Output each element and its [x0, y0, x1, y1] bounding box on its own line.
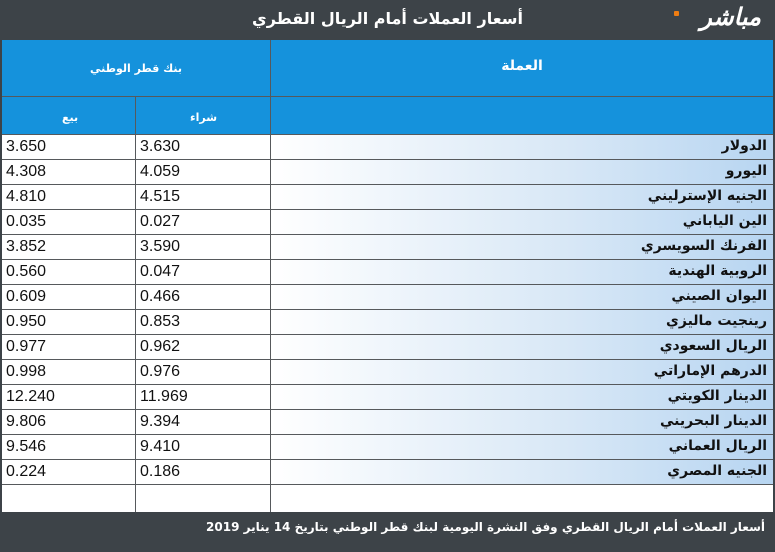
buy-price: 0.962: [140, 338, 181, 355]
currency-cell: [271, 160, 773, 184]
footer-note: أسعار العملات أمام الريال القطري وفق النشرة اليومية لبنك قطر الوطني بتاريخ 14 يناير 2019: [206, 520, 765, 534]
currency-table: [2, 40, 773, 512]
currency-name: الدينار البحريني: [659, 413, 767, 429]
currency-cell: [271, 360, 773, 384]
sell-cell: [2, 435, 135, 459]
buy-cell: [136, 360, 270, 384]
sell-cell: [2, 260, 135, 284]
buy-price: 0.976: [140, 363, 181, 380]
sell-cell: [2, 210, 135, 234]
buy-cell: [136, 160, 270, 184]
sell-price: 0.560: [6, 263, 47, 280]
sell-price: 4.810: [6, 188, 47, 205]
sell-cell: [2, 360, 135, 384]
table-row: [2, 335, 773, 359]
buy-price: 4.515: [140, 188, 181, 205]
buy-price: 3.590: [140, 238, 181, 255]
sell-cell: [2, 460, 135, 484]
buy-price: 0.027: [140, 213, 181, 230]
buy-cell: [136, 235, 270, 259]
currency-name: اليوان الصيني: [671, 288, 767, 304]
sell-cell: [2, 385, 135, 409]
sell-price: 4.308: [6, 163, 47, 180]
currency-name: الدينار الكويتي: [667, 388, 767, 404]
bank-subdivider: [2, 96, 270, 97]
table-row: [2, 235, 773, 259]
sell-price: 0.998: [6, 363, 47, 380]
buy-cell: [136, 435, 270, 459]
buy-price: 0.186: [140, 463, 181, 480]
currency-cell: [271, 385, 773, 409]
table-row: [2, 160, 773, 184]
buy-price: 11.969: [140, 388, 188, 405]
currency-name: الريال السعودي: [659, 338, 767, 354]
table-row: [2, 435, 773, 459]
sell-price: 3.650: [6, 138, 47, 155]
logo-accent-icon: [674, 11, 679, 16]
header-bottom-divider: [2, 134, 773, 135]
sell-price: 0.950: [6, 313, 47, 330]
sell-price: 12.240: [6, 388, 55, 405]
title-bar: [0, 0, 775, 40]
sell-price: 9.546: [6, 438, 47, 455]
sell-price: 0.609: [6, 288, 47, 305]
table-row: [2, 210, 773, 234]
sell-header: بيع: [62, 111, 79, 124]
sell-price: 3.852: [6, 238, 47, 255]
buy-cell: [136, 335, 270, 359]
buy-price: 0.466: [140, 288, 181, 305]
column-divider-buy-sell: [135, 97, 136, 512]
sell-price: 0.035: [6, 213, 47, 230]
table-row: [2, 260, 773, 284]
sell-cell: [2, 410, 135, 434]
table-row: [2, 385, 773, 409]
currency-name: الدولار: [721, 138, 767, 154]
footer-bar: [0, 512, 775, 552]
buy-price: 4.059: [140, 163, 181, 180]
buy-cell: [136, 135, 270, 159]
table-row: [2, 310, 773, 334]
currency-subheader-cell: [271, 97, 773, 134]
table-row: [2, 185, 773, 209]
mubasher-logo: مباشر: [700, 3, 761, 31]
currency-name: الين الياباني: [682, 213, 767, 229]
column-divider-currency: [270, 40, 271, 512]
row-divider: [2, 484, 773, 485]
buy-price: 0.047: [140, 263, 181, 280]
sell-cell: [2, 185, 135, 209]
currency-name: اليورو: [725, 163, 767, 179]
sell-cell: [2, 235, 135, 259]
buy-cell: [136, 210, 270, 234]
currency-header: العملة: [501, 58, 543, 74]
currency-cell: [271, 410, 773, 434]
currency-name: الروبية الهندية: [668, 263, 767, 279]
bank-header: بنك قطر الوطني: [89, 62, 183, 75]
buy-cell: [136, 385, 270, 409]
table-row: [2, 460, 773, 484]
buy-price: 9.394: [140, 413, 181, 430]
buy-cell: [136, 285, 270, 309]
currency-name: الجنيه الإسترليني: [647, 188, 767, 204]
buy-cell: [136, 310, 270, 334]
currency-name: رينجيت ماليزي: [666, 313, 767, 329]
sell-cell: [2, 335, 135, 359]
currency-cell: [271, 235, 773, 259]
buy-price: 9.410: [140, 438, 181, 455]
table-row: [2, 360, 773, 384]
buy-cell: [136, 460, 270, 484]
currency-cell: [271, 260, 773, 284]
currency-cell: [271, 185, 773, 209]
page-title: أسعار العملات أمام الريال القطري: [252, 9, 523, 28]
currency-name: الريال العماني: [668, 438, 767, 454]
buy-cell: [136, 185, 270, 209]
table-row: [2, 410, 773, 434]
sell-cell: [2, 160, 135, 184]
buy-header: شراء: [190, 111, 218, 124]
buy-cell: [136, 410, 270, 434]
buy-price: 3.630: [140, 138, 181, 155]
currency-cell: [271, 335, 773, 359]
currency-name: الجنيه المصري: [667, 463, 767, 479]
buy-price: 0.853: [140, 313, 181, 330]
currency-name: الفرنك السويسري: [640, 238, 767, 254]
table-row: [2, 285, 773, 309]
sell-price: 9.806: [6, 413, 47, 430]
currency-cell: [271, 460, 773, 484]
currency-cell: [271, 435, 773, 459]
currency-cell: [271, 135, 773, 159]
sell-price: 0.977: [6, 338, 47, 355]
sell-price: 0.224: [6, 463, 47, 480]
sell-cell: [2, 135, 135, 159]
currency-cell: [271, 285, 773, 309]
table-row: [2, 135, 773, 159]
currency-cell: [271, 310, 773, 334]
sell-cell: [2, 310, 135, 334]
sell-cell: [2, 285, 135, 309]
currency-name: الدرهم الإماراتي: [653, 363, 767, 379]
buy-cell: [136, 260, 270, 284]
currency-cell: [271, 210, 773, 234]
